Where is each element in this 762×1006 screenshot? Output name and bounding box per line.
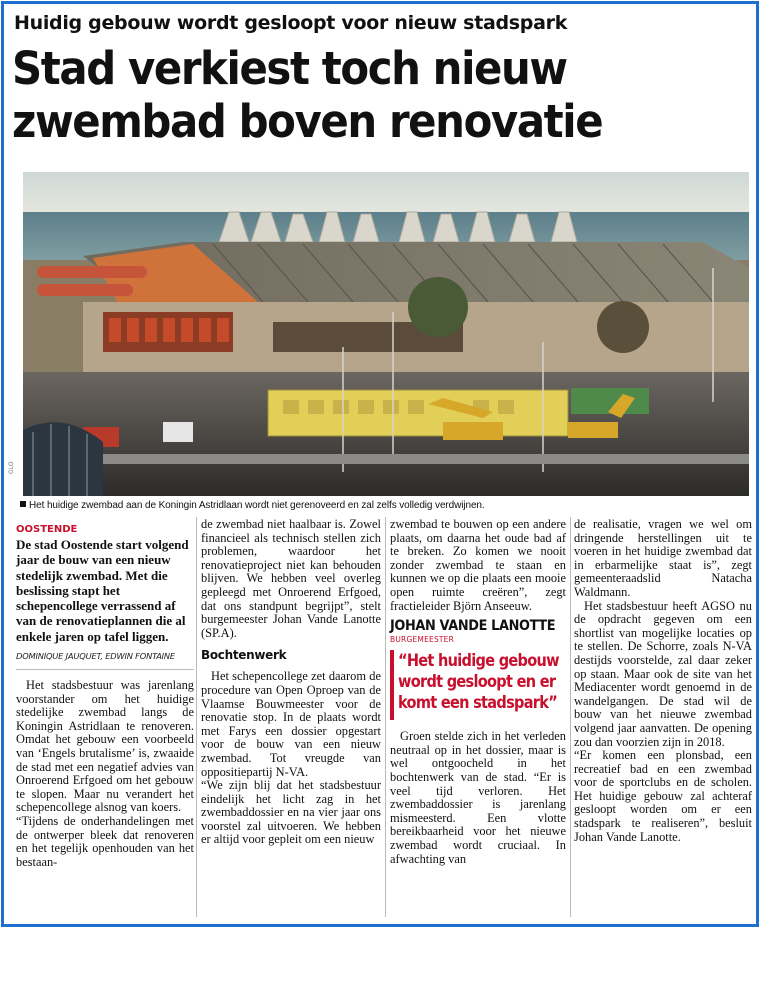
quote-speaker: JOHAN VANDE LANOTTE	[390, 618, 556, 635]
body-paragraph: “Er komen een plonsbad, een recreatief bad en een zwembad voor de sportclubs en de scholen. Het huidige gebouw zal achteraf gesloopt worden om er een stadspark te realiseren”, besluit Johan Vande Lanotte.	[574, 748, 752, 844]
article-photo	[23, 172, 749, 496]
body-paragraph: Het stadsbestuur was jarenlang voorstander om het huidige stedelijke zwembad langs de Koningin Astridlaan te renoveren. Omdat het gebouw een voorbeeld van ‘Engels brutalisme’ is, zwaaide de stad met een negatief advies van Onroerend Erfgoed om het gebouw te slopen. Maar nu verandert het schepencollege alsnog van koers.	[16, 678, 194, 815]
authors-divider	[16, 669, 194, 670]
swimming-pool-photo	[23, 172, 749, 496]
body-paragraph: “We zijn blij dat het stadsbestuur eindelijk het licht zag in het zwembaddossier en na vier jaar ons voorstel zal uitvoeren. We hebben er altijd voor gepleit om een nieuw	[201, 778, 381, 847]
caption-bullet-icon	[20, 501, 26, 507]
column-1	[16, 516, 194, 869]
article-authors: DOMINIQUE JAUQUET, EDWIN FONTAINE	[16, 651, 175, 662]
newspaper-clipping	[1, 1, 759, 927]
article-lead: De stad Oostende start volgend jaar de bouw van een nieuw stedelijk zwembad. Met die beslissing stapt het schepencollege verrassend af van de renovatieplannen die al enkele jaren op tafel liggen.	[16, 537, 189, 644]
body-paragraph: Het stadsbestuur heeft AGSO nu de opdracht gegeven om een shortlist van mogelijke locaties op te stellen. De Schorre, zoals N-VA destijds voorstelde, zal daar zeker op staan. Maar ook de site van het Mediacenter wordt genoemd in de wandelgangen. De stad wil de bouw van het nieuwe zwembad volgend jaar aanvatten. De opening zou dan voorzien zijn in 2018.	[574, 598, 752, 749]
caption-text: Het huidige zwembad aan de Koningin Astridlaan wordt niet gerenoveerd en zal zelfs volledig verdwijnen.	[29, 500, 485, 511]
pull-quote-text: “Het huidige gebouw wordt gesloopt en er komt een stadspark”	[398, 651, 559, 713]
pull-quote-bar	[390, 650, 394, 720]
column-3	[390, 516, 566, 866]
article-headline	[12, 42, 700, 148]
body-paragraph: zwembad te bouwen op een andere plaats, om daarna het oude bad af te breken. Zo komen we nooit zonder zwembad te staan en kunnen we op die plaats een mooie open ruimte creëren”, zegt fractieleider Björn Anseeuw.	[390, 517, 566, 613]
column-2	[201, 516, 381, 847]
article-kicker: Huidig gebouw wordt gesloopt voor nieuw stadspark	[14, 12, 568, 34]
body-paragraph: Het schepencollege zet daarom de procedure van Open Oproep van de Vlaamse Bouwmeester voor de renovatie stop. In de plaats wordt met Farys een dossier opgestart voor de bouw van een nieuw zwembad. Tot vreugde van oppositiepartij N-VA.	[201, 669, 381, 779]
headline-line-2: zwembad boven renovatie	[12, 95, 603, 148]
column-divider	[196, 517, 197, 917]
quote-speaker-role: BURGEMEESTER	[390, 635, 455, 645]
body-paragraph: de zwembad niet haalbaar is. Zowel financieel als technisch stellen zich problemen, waardoor het renovatieproject niet kan behouden blijven. We hebben veel overleg gepleegd met Onroerend Erfgoed, dat ons standpunt begrijpt”, stelt burgemeester Johan Vande Lanotte (SP.A).	[201, 517, 381, 640]
pull-quote	[390, 650, 566, 720]
column-4	[574, 516, 752, 844]
photo-caption	[20, 500, 750, 511]
body-paragraph: “Tijdens de onderhandelingen met de ontwerper bleek dat renoveren en het tegelijk openhouden van het bestaan-	[16, 814, 194, 869]
body-paragraph: Groen stelde zich in het verleden neutraal op in het dossier, maar is wel ontgoocheld in het bochtenwerk van de stad. “Er is veel tijd verloren. Het zwembaddossier is jarenlang mismeesterd. Een vlotte bereikbaarheid voor het nieuwe zwembad wordt cruciaal. In afwachting van	[390, 729, 566, 866]
dateline-location: OOSTENDE	[16, 524, 78, 535]
body-paragraph: de realisatie, vragen we wel om dringende herstellingen uit te voeren in het huidige zwembad dat in erbarmelijke staat is”, zegt gemeenteraadslid Natacha Waldmann.	[574, 517, 752, 599]
headline-line-1: Stad verkiest toch nieuw	[12, 42, 567, 95]
column-divider	[385, 517, 386, 917]
photo-credit: GLO	[8, 461, 15, 474]
section-subhead: Bochtenwerk	[201, 648, 287, 663]
column-divider	[570, 517, 571, 917]
